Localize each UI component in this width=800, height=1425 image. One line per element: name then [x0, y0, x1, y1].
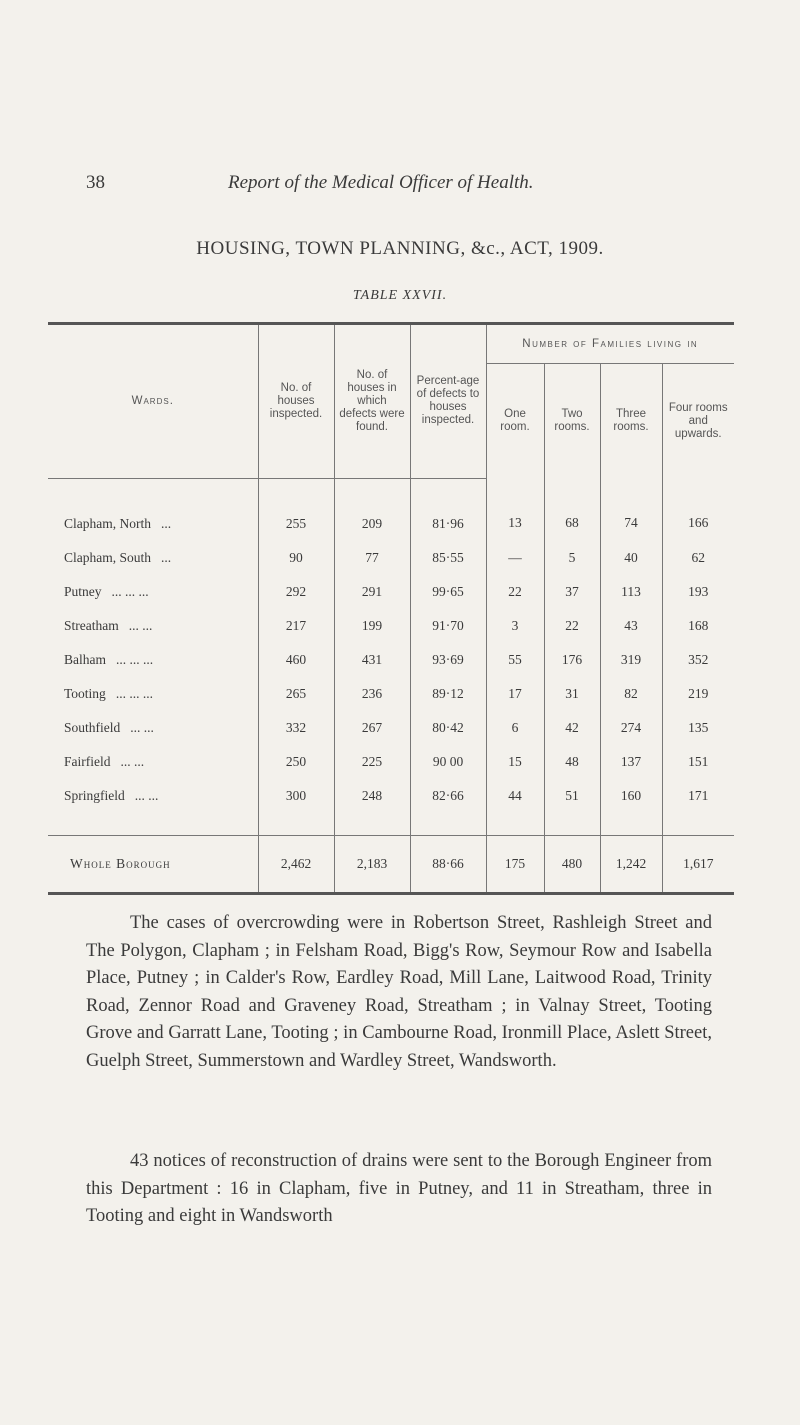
cell-four: 168	[662, 609, 734, 643]
ward-cell	[48, 541, 258, 575]
leader-dots: ... ... ...	[115, 685, 153, 701]
ward-cell	[48, 745, 258, 779]
ward-cell	[48, 677, 258, 711]
running-title: Report of the Medical Officer of Health.	[228, 172, 534, 193]
ward-cell	[48, 711, 258, 745]
cell-defects: 291	[334, 575, 410, 609]
header-three-rooms: Three rooms.	[600, 364, 662, 479]
table-row	[48, 643, 734, 677]
paragraph-overcrowding: The cases of overcrowding were in Robertson Street, Rashleigh Street and The Polygon, Clapham ; in Felsham Road, Bigg's Row, Seymour Row and Isabella Place, Putney ; in Calder's Row, Eardley Road, Mill Lane, Laitwood Road, Trinity Road, Zennor Road and Graveney Road, Streatham ; in Valnay Street, Tooting Grove and Garratt Lane, Tooting ; in Cambourne Road, Ironmill Place, Aslett Street, Guelph Street, Summerstown and Wardley Street, Wandsworth.	[86, 913, 712, 1071]
ward-name: Tooting	[64, 685, 106, 701]
paragraph-drain-notices: 43 notices of reconstruction of drains were sent to the Borough Engineer from this Department : 16 in Clapham, five in Putney, and 11 in Streatham, three in Tooting and eight in Wandsworth	[86, 1151, 712, 1226]
cell-percent: 91·70	[410, 609, 486, 643]
cell-four: 151	[662, 745, 734, 779]
leader-dots: ... ...	[128, 617, 153, 633]
cell-inspected: 265	[258, 677, 334, 711]
leader-dots: ... ... ...	[111, 583, 149, 599]
table-row	[48, 677, 734, 711]
ward-name: Streatham	[64, 617, 119, 633]
table-row	[48, 711, 734, 745]
cell-inspected: 217	[258, 609, 334, 643]
total-inspected: 2,462	[258, 835, 334, 893]
total-defects: 2,183	[334, 835, 410, 893]
table-row	[48, 779, 734, 836]
cell-percent: 99·65	[410, 575, 486, 609]
cell-one: 13	[486, 478, 544, 541]
cell-percent: 93·69	[410, 643, 486, 677]
table-row	[48, 478, 734, 541]
cell-defects: 77	[334, 541, 410, 575]
header-houses-with-defects: No. of houses in which defects were found.	[334, 324, 410, 479]
leader-dots: ...	[161, 515, 172, 531]
ward-name: Fairfield	[64, 753, 111, 769]
total-three: 1,242	[600, 835, 662, 893]
cell-one: 17	[486, 677, 544, 711]
cell-percent: 90 00	[410, 745, 486, 779]
total-four: 1,617	[662, 835, 734, 893]
cell-two: 37	[544, 575, 600, 609]
page-number: 38	[86, 172, 105, 193]
cell-four: 219	[662, 677, 734, 711]
cell-one: 22	[486, 575, 544, 609]
page-header	[86, 172, 726, 202]
total-percent: 88·66	[410, 835, 486, 893]
leader-dots: ... ...	[120, 753, 145, 769]
cell-defects: 209	[334, 478, 410, 541]
cell-defects: 199	[334, 609, 410, 643]
table-row	[48, 541, 734, 575]
cell-one: 6	[486, 711, 544, 745]
cell-inspected: 255	[258, 478, 334, 541]
total-row	[48, 835, 734, 893]
cell-four: 171	[662, 779, 734, 836]
cell-percent: 80·42	[410, 711, 486, 745]
cell-one: 15	[486, 745, 544, 779]
leader-dots: ... ...	[134, 787, 159, 803]
cell-percent: 85·55	[410, 541, 486, 575]
ward-name: Southfield	[64, 719, 121, 735]
cell-four: 352	[662, 643, 734, 677]
ward-cell	[48, 478, 258, 541]
cell-four: 62	[662, 541, 734, 575]
cell-percent: 81·96	[410, 478, 486, 541]
cell-inspected: 332	[258, 711, 334, 745]
cell-one: 55	[486, 643, 544, 677]
cell-one: —	[486, 541, 544, 575]
cell-one: 44	[486, 779, 544, 836]
cell-two: 176	[544, 643, 600, 677]
total-label: Whole Borough	[48, 835, 258, 893]
cell-three: 40	[600, 541, 662, 575]
header-families-group: Number of Families living in	[486, 324, 734, 364]
table-row	[48, 745, 734, 779]
leader-dots: ... ... ...	[116, 651, 154, 667]
cell-defects: 236	[334, 677, 410, 711]
ward-cell	[48, 643, 258, 677]
cell-three: 160	[600, 779, 662, 836]
ward-cell	[48, 609, 258, 643]
cell-three: 274	[600, 711, 662, 745]
cell-two: 68	[544, 478, 600, 541]
cell-defects: 267	[334, 711, 410, 745]
header-houses-inspected: No. of houses inspected.	[258, 324, 334, 479]
cell-two: 5	[544, 541, 600, 575]
cell-three: 319	[600, 643, 662, 677]
cell-two: 22	[544, 609, 600, 643]
table-row	[48, 609, 734, 643]
cell-three: 137	[600, 745, 662, 779]
ward-name: Putney	[64, 583, 102, 599]
ward-name: Springfield	[64, 787, 125, 803]
act-title: HOUSING, TOWN PLANNING, &c., ACT, 1909.	[196, 238, 604, 259]
header-percentage: Percent-age of defects to houses inspected.	[410, 324, 486, 479]
cell-percent: 82·66	[410, 779, 486, 836]
header-four-rooms: Four rooms and upwards.	[662, 364, 734, 479]
cell-defects: 431	[334, 643, 410, 677]
cell-inspected: 250	[258, 745, 334, 779]
cell-four: 166	[662, 478, 734, 541]
total-one: 175	[486, 835, 544, 893]
table-body	[48, 478, 734, 893]
header-wards: Wards.	[48, 324, 258, 479]
table-row	[48, 575, 734, 609]
leader-dots: ... ...	[130, 719, 154, 735]
table-caption: TABLE XXVII.	[352, 288, 448, 303]
cell-two: 48	[544, 745, 600, 779]
ward-cell	[48, 575, 258, 609]
cell-inspected: 90	[258, 541, 334, 575]
ward-cell	[48, 779, 258, 836]
cell-two: 51	[544, 779, 600, 836]
ward-name: Clapham, South	[64, 549, 151, 565]
cell-inspected: 300	[258, 779, 334, 836]
cell-three: 82	[600, 677, 662, 711]
cell-two: 42	[544, 711, 600, 745]
ward-name: Balham	[64, 651, 106, 667]
cell-three: 113	[600, 575, 662, 609]
cell-three: 43	[600, 609, 662, 643]
cell-percent: 89·12	[410, 677, 486, 711]
cell-defects: 248	[334, 779, 410, 836]
cell-defects: 225	[334, 745, 410, 779]
cell-one: 3	[486, 609, 544, 643]
ward-name: Clapham, North	[64, 515, 151, 531]
cell-three: 74	[600, 478, 662, 541]
header-one-room: One room.	[486, 364, 544, 479]
total-two: 480	[544, 835, 600, 893]
header-two-rooms: Two rooms.	[544, 364, 600, 479]
cell-four: 135	[662, 711, 734, 745]
cell-four: 193	[662, 575, 734, 609]
cell-inspected: 460	[258, 643, 334, 677]
housing-table	[48, 322, 734, 895]
table-header-row	[48, 324, 734, 364]
leader-dots: ...	[161, 549, 172, 565]
cell-two: 31	[544, 677, 600, 711]
cell-inspected: 292	[258, 575, 334, 609]
